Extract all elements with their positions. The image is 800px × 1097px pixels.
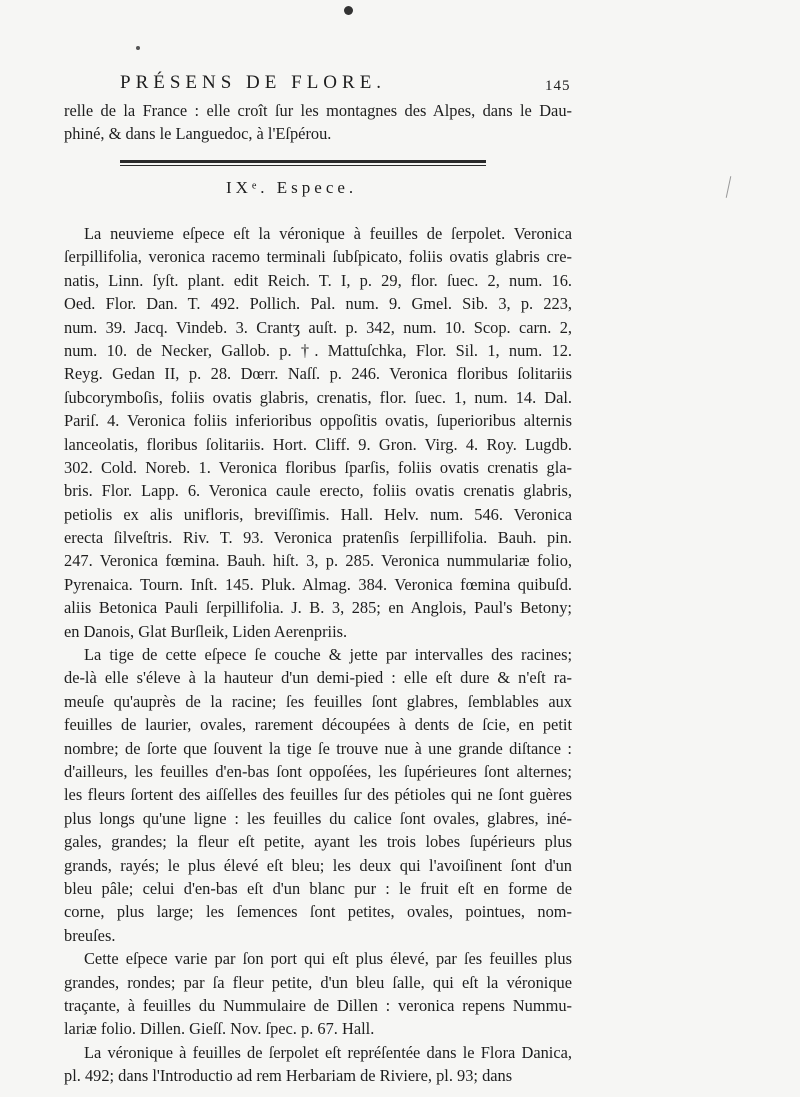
margin-mark xyxy=(726,176,732,198)
text-line: aliis Betonica Pauli ſerpillifolia. J. B. 3, 285; en Anglois, Paul's Betony; xyxy=(64,598,572,618)
text-line: d'ailleurs, les feuilles d'en-bas ſont oppoſées, les ſupérieures ſont alternes; xyxy=(64,761,572,781)
variety-paragraph xyxy=(64,947,572,1041)
text-line: ſubcorymboſis, foliis ovatis glabris, crenatis, flor. ſuec. 1, num. 14. Dal. xyxy=(64,387,572,407)
text-line: en Danois, Glat Burſleik, Liden Aerenpriis. xyxy=(64,621,348,641)
text-line: de-là elle s'éleve à la hauteur d'un demi-pied : elle eſt dure & n'eſt ra- xyxy=(64,668,572,688)
running-title: PRÉSENS DE FLORE. xyxy=(120,72,387,93)
text-line: lariæ folio. Dillen. Gieſſ. Nov. ſpec. p. 67. Hall. xyxy=(64,1019,375,1039)
illustration-paragraph xyxy=(64,1041,572,1088)
text-line: les fleurs ſortent des aiſſelles des feuilles ſur des pétioles qui ne ſont guères xyxy=(64,785,572,805)
text-line: Oed. Flor. Dan. T. 492. Pollich. Pal. num. 9. Gmel. Sib. 3, p. 223, xyxy=(64,294,572,314)
text-line: bleu pâle; celui d'en-bas eſt d'un blanc pur : le fruit eſt en forme de xyxy=(64,878,572,898)
text-line: nombre; de ſorte que ſouvent la tige ſe trouve nue à une grande diſtance : xyxy=(64,738,572,758)
text-line: petiolis ex alis unifloris, breviſſimis. Hall. Helv. num. 546. Veronica xyxy=(64,504,572,524)
description-stem-paragraph xyxy=(64,643,572,947)
main-text xyxy=(64,222,572,1087)
text-line: ſerpillifolia, veronica racemo terminali ſubſpicato, foliis ovatis glabris cre- xyxy=(64,247,572,267)
text-line: breuſes. xyxy=(64,925,116,945)
ink-speck xyxy=(136,46,140,50)
text-line: pl. 492; dans l'Introductio ad rem Herbariam de Riviere, pl. 93; dans xyxy=(64,1066,513,1086)
text-line: relle de la France : elle croît ſur les montagnes des Alpes, dans le Dau- xyxy=(64,101,572,120)
text-line: num. 39. Jacq. Vindeb. 3. Crantʒ auſt. p. 342, num. 10. Scop. carn. 2, xyxy=(64,317,572,337)
text-line: grandes, rondes; par ſa fleur petite, d'un bleu ſalle, qui eſt la véronique xyxy=(64,972,572,992)
continued-paragraph xyxy=(64,99,572,146)
text-line: La véronique à feuilles de ſerpolet eſt repréſentée dans le Flora Danica, xyxy=(84,1042,572,1062)
text-line: plus longs qu'une ligne : les feuilles du calice ſont ovales, glabres, iné- xyxy=(64,808,572,828)
text-line: meuſe qu'auprès de la racine; ſes feuilles ſont glabres, ſemblables aux xyxy=(64,691,572,711)
text-line: 247. Veronica fœmina. Bauh. hiſt. 3, p. 285. Veronica nummulariæ folio, xyxy=(64,551,572,571)
text-line: Pyrenaica. Tourn. Inſt. 145. Pluk. Almag. 384. Veronica fœmina quibuſd. xyxy=(64,574,572,594)
description-paragraph xyxy=(64,222,572,643)
text-line: erecta ſilveſtris. Riv. T. 93. Veronica pratenſis ſerpillifolia. Bauh. pin. xyxy=(64,528,572,548)
text-line: grands, rayés; le plus élevé eſt bleu; les deux qui l'avoiſinent ſont d'un xyxy=(64,855,572,875)
text-line: num. 10. de Necker, Gallob. p. †. Mattuſchka, Flor. Sil. 1, num. 12. xyxy=(64,340,572,360)
text-line: La neuvieme eſpece eſt la véronique à feuilles de ſerpolet. Veronica xyxy=(84,224,572,243)
text-line: La tige de cette eſpece ſe couche & jette par intervalles des racines; xyxy=(84,645,572,665)
text-line: 302. Cold. Noreb. 1. Veronica floribus ſparſis, foliis ovatis crenatis gla- xyxy=(64,457,572,477)
text-line: gales, grandes; la fleur eſt petite, ayant les trois lobes ſupérieurs plus xyxy=(64,832,572,852)
text-line: natis, Linn. ſyſt. plant. edit Reich. T. I, p. 29, flor. ſuec. 2, num. 16. xyxy=(64,270,572,290)
text-line: feuilles de laurier, ovales, rarement découpées à dents de ſcie, en petit xyxy=(64,715,572,735)
page-number: 145 xyxy=(545,78,571,94)
section-title: IXᵉ. Espece. xyxy=(226,178,358,197)
text-line: bris. Flor. Lapp. 6. Veronica caule erecto, foliis ovatis crenatis glabris, xyxy=(64,481,572,501)
text-line: Pariſ. 4. Veronica foliis inferioribus oppoſitis ovatis, ſuperioribus alternis xyxy=(64,411,572,431)
text-line: phiné, & dans le Languedoc, à l'Eſpérou. xyxy=(64,124,332,144)
text-line: lanceolatis, floribus ſolitariis. Hort. Cliff. 9. Gron. Virg. 4. Roy. Lugdb. xyxy=(64,434,572,454)
ink-blot xyxy=(344,6,353,15)
text-line: Reyg. Gedan II, p. 28. Dœrr. Naſſ. p. 246. Veronica floribus ſolitariis xyxy=(64,364,572,384)
section-rule xyxy=(120,160,486,166)
text-line: Cette eſpece varie par ſon port qui eſt plus élevé, par ſes feuilles plus xyxy=(84,949,572,969)
text-line: traçante, à feuilles du Nummulaire de Dillen : veronica repens Nummu- xyxy=(64,995,572,1015)
text-line: corne, plus large; les ſemences ſont petites, ovales, pointues, nom- xyxy=(64,902,572,922)
